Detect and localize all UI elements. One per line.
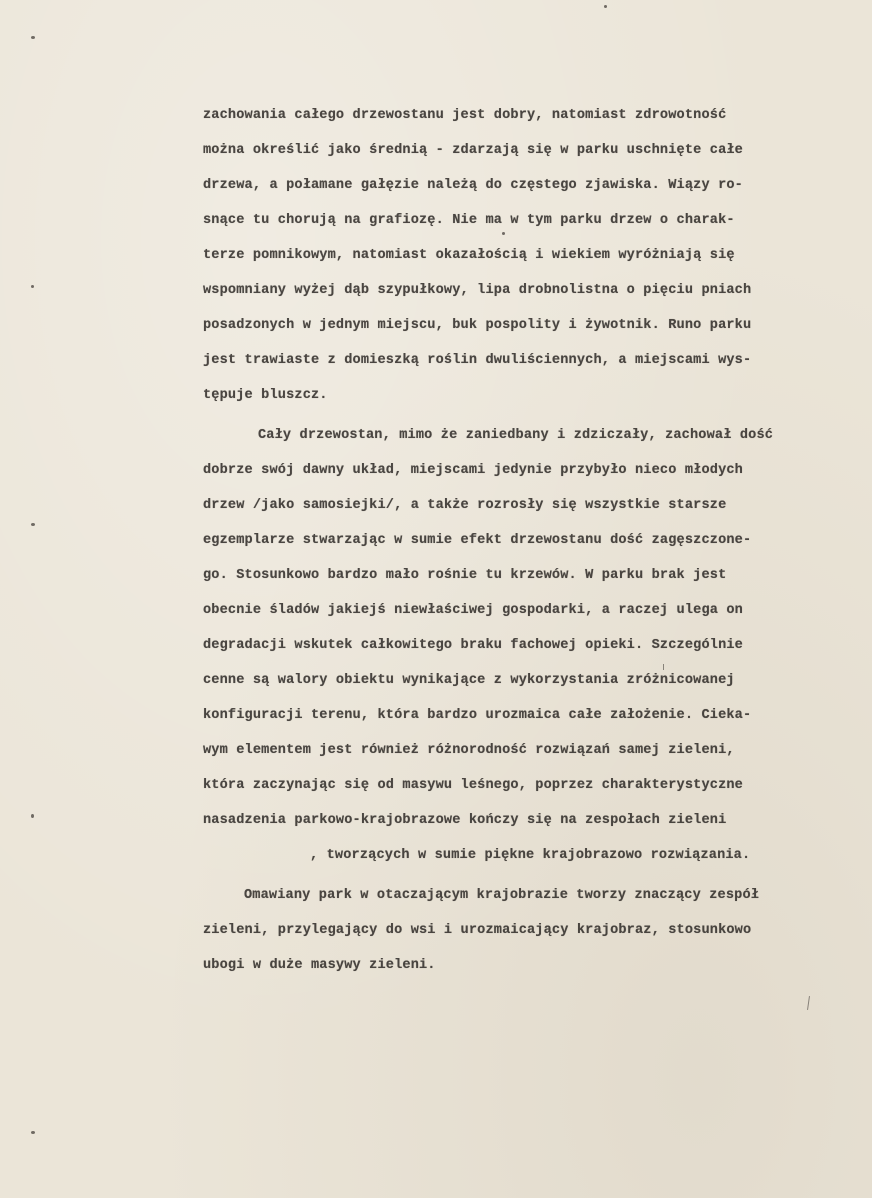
margin-dot-3	[31, 523, 35, 526]
text-line: terze pomnikowym, natomiast okazałością i wiekiem wyróżniają się	[203, 248, 735, 263]
text-line: degradacji wskutek całkowitego braku fachowej opieki. Szczególnie	[203, 638, 743, 653]
text-line: cenne są walory obiektu wynikające z wykorzystania zróżnicowanej	[203, 673, 735, 688]
text-line: wspomniany wyżej dąb szypułkowy, lipa drobnolistna o pięciu pniach	[203, 283, 752, 298]
text-line: zieleni, przylegający do wsi i urozmaicający krajobraz, stosunkowo	[203, 923, 752, 938]
text-line: drzewa, a połamane gałęzie należą do częstego zjawiska. Wiązy ro-	[203, 178, 743, 193]
text-line: go. Stosunkowo bardzo mało rośnie tu krzewów. W parku brak jest	[203, 568, 727, 583]
margin-dot-5	[31, 1131, 35, 1134]
text-line: Cały drzewostan, mimo że zaniedbany i zdziczały, zachował dość	[258, 428, 774, 443]
text-line: konfiguracji terenu, która bardzo urozmaica całe założenie. Cieka-	[203, 708, 752, 723]
text-line: zachowania całego drzewostanu jest dobry, natomiast zdrowotność	[203, 108, 727, 123]
text-line: ubogi w duże masywy zieleni.	[203, 958, 436, 973]
pencil-mark-small	[663, 664, 664, 670]
text-line: tępuje bluszcz.	[203, 388, 328, 403]
margin-dot-4	[31, 814, 34, 818]
text-line: egzemplarze stwarzając w sumie efekt drzewostanu dość zagęszczone-	[203, 533, 752, 548]
text-line: wym elementem jest również różnorodność rozwiązań samej zieleni,	[203, 743, 735, 758]
text-line: jest trawiaste z domieszką roślin dwuliściennych, a miejscami wys-	[203, 353, 752, 368]
text-line: obecnie śladów jakiejś niewłaściwej gospodarki, a raczej ulega on	[203, 603, 743, 618]
margin-dot-2	[31, 285, 34, 288]
margin-dot-top	[604, 5, 607, 8]
text-line: która zaczynając się od masywu leśnego, poprzez charakterystyczne	[203, 778, 743, 793]
margin-dot-mid	[502, 232, 505, 235]
margin-dot-1	[31, 36, 35, 39]
text-line: drzew /jako samosiejki/, a także rozrosły się wszystkie starsze	[203, 498, 727, 513]
text-line: posadzonych w jednym miejscu, buk pospolity i żywotnik. Runo parku	[203, 318, 752, 333]
text-line: Omawiany park w otaczającym krajobrazie tworzy znaczący zespół	[244, 888, 760, 903]
text-line: snące tu chorują na grafiozę. Nie ma w tym parku drzew o charak-	[203, 213, 735, 228]
text-line: dobrze swój dawny układ, miejscami jedynie przybyło nieco młodych	[203, 463, 743, 478]
text-line: można określić jako średnią - zdarzają się w parku uschnięte całe	[203, 143, 743, 158]
pencil-mark	[807, 996, 810, 1010]
text-line: , tworzących w sumie piękne krajobrazowo rozwiązania.	[310, 848, 751, 863]
text-line: nasadzenia parkowo-krajobrazowe kończy się na zespołach zieleni	[203, 813, 727, 828]
